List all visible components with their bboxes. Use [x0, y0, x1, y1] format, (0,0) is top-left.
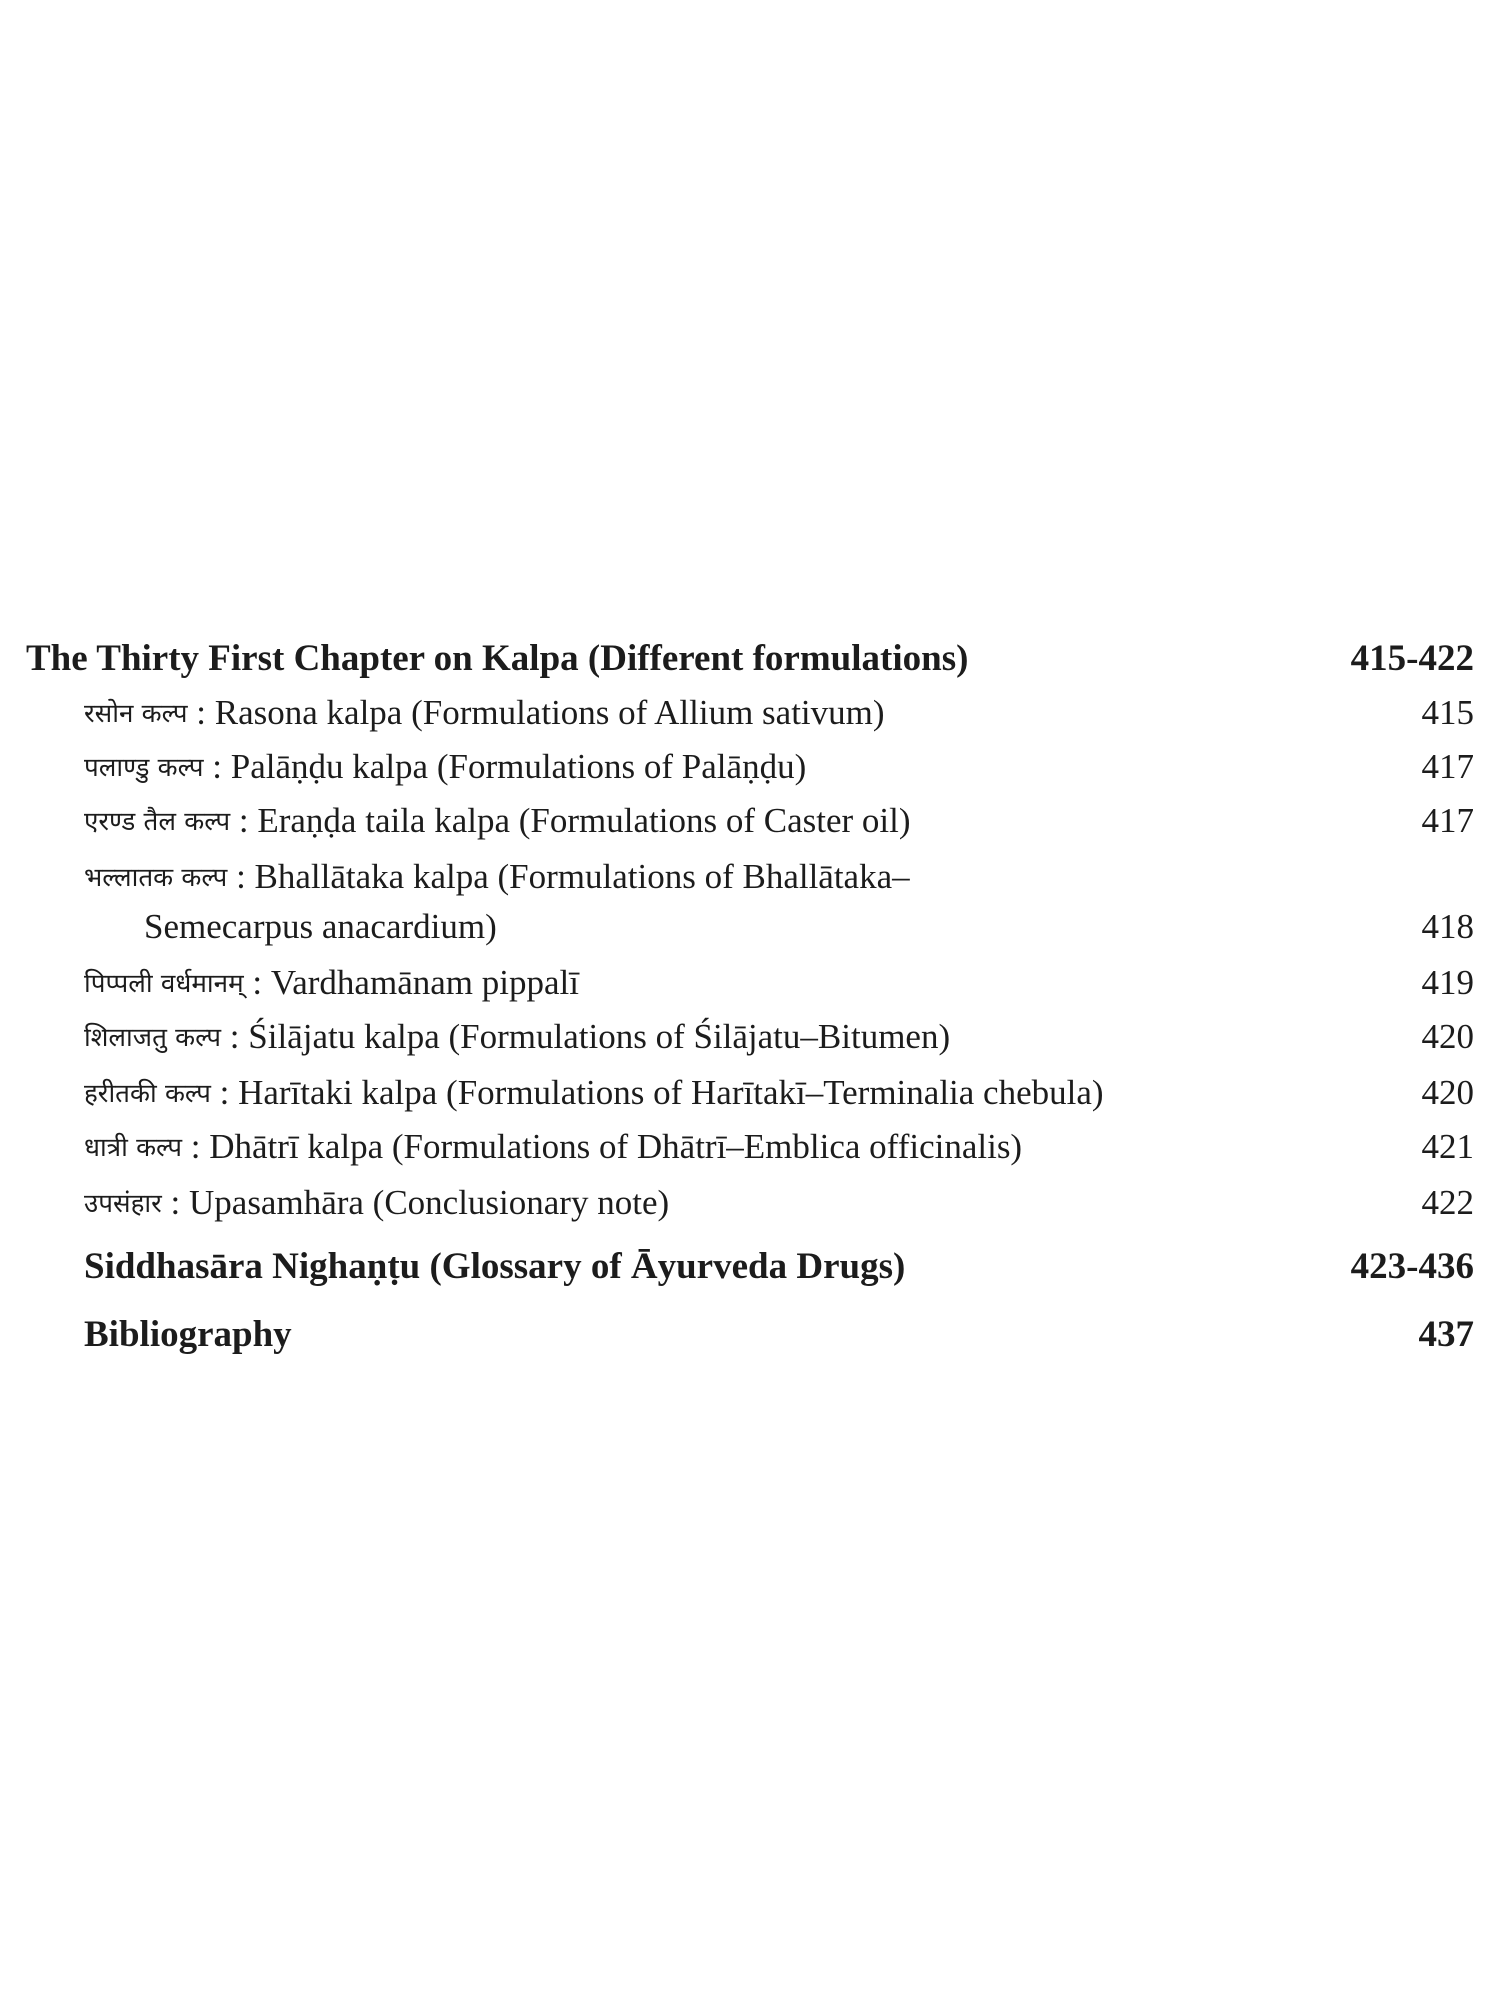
entry-page: 417 — [1421, 747, 1474, 786]
toc-entry-dhatri — [0, 1120, 1500, 1174]
entry-page: 420 — [1421, 1073, 1474, 1112]
entry-title: : Bhallātaka kalpa (Formulations of Bhallātaka– — [227, 857, 910, 896]
entry-page: 421 — [1421, 1127, 1474, 1166]
chapter-heading-row — [0, 632, 1500, 686]
entry-title: : Palāṇḍu kalpa (Formulations of Palāṇḍu) — [203, 747, 807, 786]
section-row-glossary — [0, 1240, 1500, 1294]
entry-page: 422 — [1421, 1183, 1474, 1222]
toc-entry-upasamhara — [0, 1176, 1500, 1230]
entry-title: : Śilājatu kalpa (Formulations of Śilājatu–Bitumen) — [221, 1017, 951, 1056]
sanskrit-label: पलाण्डु कल्प — [84, 753, 204, 783]
entry-page: 415 — [1421, 693, 1474, 732]
sanskrit-label: पिप्पली वर्धमानम् — [84, 969, 244, 999]
entry-page: 417 — [1421, 801, 1474, 840]
toc-entry-eranda — [0, 794, 1500, 848]
sanskrit-label: शिलाजतु कल्प — [84, 1023, 222, 1053]
sanskrit-label: रसोन कल्प — [84, 699, 188, 729]
toc-entry-haritaki — [0, 1066, 1500, 1120]
toc-entry-rasona — [0, 686, 1500, 740]
entry-title: : Rasona kalpa (Formulations of Allium sativum) — [187, 693, 885, 732]
toc-entry-palandu — [0, 740, 1500, 794]
sanskrit-label: हरीतकी कल्प — [84, 1079, 211, 1109]
entry-title: : Dhātrī kalpa (Formulations of Dhātrī–Emblica officinalis) — [181, 1127, 1023, 1166]
entry-title-continuation: Semecarpus anacardium) — [144, 907, 497, 946]
section-title: Bibliography — [84, 1314, 292, 1355]
entry-title: : Upasamhāra (Conclusionary note) — [161, 1183, 670, 1222]
chapter-title: The Thirty First Chapter on Kalpa (Different formulations) — [26, 638, 969, 679]
toc-entry-bhallataka — [0, 850, 1500, 904]
entry-page: 420 — [1421, 1017, 1474, 1056]
sanskrit-label: उपसंहार — [84, 1189, 162, 1219]
entry-page: 418 — [1421, 907, 1474, 946]
section-page-range: 423-436 — [1350, 1246, 1474, 1287]
entry-title: : Vardhamānam pippalī — [243, 963, 579, 1002]
toc-entry-bhallataka-continued — [0, 900, 1500, 954]
sanskrit-label: धात्री कल्प — [84, 1133, 182, 1163]
section-row-bibliography — [0, 1308, 1500, 1362]
sanskrit-label: भल्लातक कल्प — [84, 863, 228, 893]
toc-entry-silajatu — [0, 1010, 1500, 1064]
entry-title: : Eraṇḍa taila kalpa (Formulations of Caster oil) — [230, 801, 911, 840]
section-title: Siddhasāra Nighaṇṭu (Glossary of Āyurveda Drugs) — [84, 1246, 906, 1287]
entry-title: : Harītaki kalpa (Formulations of Harītakī–Terminalia chebula) — [210, 1073, 1104, 1112]
toc-entry-pippali — [0, 956, 1500, 1010]
sanskrit-label: एरण्ड तैल कल्प — [84, 807, 231, 837]
section-page-range: 437 — [1418, 1314, 1474, 1355]
chapter-page-range: 415-422 — [1350, 638, 1474, 679]
entry-page: 419 — [1421, 963, 1474, 1002]
